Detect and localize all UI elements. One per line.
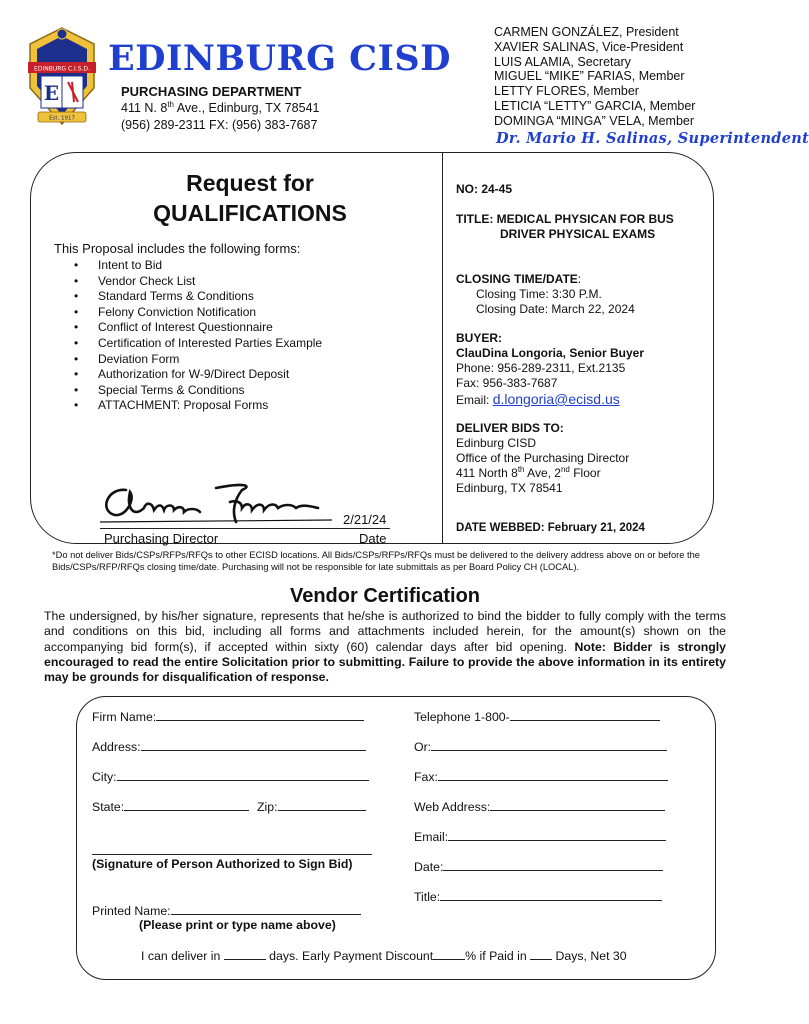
buyer-email-link[interactable]: d.longoria@ecisd.us xyxy=(492,391,620,407)
svg-text:E: E xyxy=(43,81,60,105)
superintendent-name: Dr. Mario H. Salinas, Superintendent xyxy=(496,130,809,147)
district-crest-logo xyxy=(24,26,100,130)
telephone-label: Telephone 1-800- xyxy=(414,710,510,724)
board-member: DOMINGA “MINGA” VELA, Member xyxy=(494,113,695,128)
rfq-title-label-line2: DRIVER PHYSICAL EXAMS xyxy=(500,227,656,241)
zip-blank[interactable] xyxy=(278,798,366,811)
date-label: Date: xyxy=(414,860,444,874)
list-item: • Intent to Bid xyxy=(74,258,322,274)
certification-text: The undersigned, by his/her signature, represents that he/she is authorized to bind the bidder to fully comply with the terms and conditions on this bid, including all forms and attachments included herein, for the amount(s) shown on the accompanying bid form(s), if accepted within sixty (60) calendar days after bid opening. xyxy=(44,609,726,654)
deliver-address-line: Edinburg, TX 78541 xyxy=(456,481,563,495)
closing-label xyxy=(456,272,581,286)
signature-date: 2/21/24 xyxy=(343,512,387,527)
list-item: • ATTACHMENT: Proposal Forms xyxy=(74,398,322,414)
deliver-sup: th xyxy=(517,465,525,474)
delivery-disclaimer: *Do not deliver Bids/CSPs/RFPs/RFQs to other ECISD locations. All Bids/CSPs/RFPs/RFQs must be delivered to the delivery address above on or before the Bids/CSPs/RFP/RFQs closing time/date. Purchasing will not be responsible for late submittals as per Board Policy CH (LOCAL). xyxy=(52,550,700,573)
certification-note: Note: Bidder is strongly encouraged to read the entire Solicitation prior to submitting. Failure to provide the above information in its entirety may be grounds for disqualification of response. xyxy=(44,639,726,685)
deliver-sup: nd xyxy=(560,465,570,474)
buyer-email-label: Email: xyxy=(456,393,493,407)
web-address-field[interactable] xyxy=(414,798,665,814)
board-members-list xyxy=(494,25,695,129)
closing-label-text: CLOSING TIME/DATE xyxy=(456,272,578,286)
email-field[interactable] xyxy=(414,828,666,844)
purchasing-address xyxy=(121,101,319,115)
district-name: EDINBURG CISD xyxy=(108,38,452,79)
purchasing-director-signature xyxy=(96,478,336,528)
city-field[interactable] xyxy=(92,768,369,784)
rfq-title-line2: QUALIFICATIONS xyxy=(153,200,347,226)
board-member: LETTY FLORES, Member xyxy=(494,84,639,99)
board-member: LETICIA “LETTY” GARCIA, Member xyxy=(494,98,696,113)
paid-in-text: % if Paid in xyxy=(465,949,531,963)
address-field[interactable] xyxy=(92,738,366,754)
rfq-title-label xyxy=(456,212,674,242)
web-address-blank[interactable] xyxy=(490,798,665,811)
printed-name-field[interactable] xyxy=(92,902,361,918)
deliver-bids-label: DELIVER BIDS TO: xyxy=(456,421,564,435)
signature-role: Purchasing Director xyxy=(104,531,219,546)
forms-intro: This Proposal includes the following forms: xyxy=(54,241,301,256)
list-item: • Standard Terms & Conditions xyxy=(74,289,322,305)
closing-time: Closing Time: 3:30 P.M. xyxy=(476,287,602,301)
printed-name-blank[interactable] xyxy=(171,902,361,915)
list-item: • Certification of Interested Parties Example xyxy=(74,336,322,352)
discount-percent-blank[interactable] xyxy=(433,947,465,960)
paid-days-blank[interactable] xyxy=(530,947,552,960)
deliver-address-line xyxy=(456,466,601,480)
firm-name-blank[interactable] xyxy=(156,708,364,721)
closing-label-colon: : xyxy=(577,272,582,286)
alt-phone-label: Or: xyxy=(414,740,432,754)
address-city: Ave., Edinburg, TX 78541 xyxy=(174,101,320,115)
fax-field[interactable] xyxy=(414,768,668,784)
board-member: LUIS ALAMIA, Secretary xyxy=(494,54,631,69)
city-label: City: xyxy=(92,770,117,784)
closing-date: Closing Date: March 22, 2024 xyxy=(476,302,635,316)
alt-phone-blank[interactable] xyxy=(431,738,667,751)
email-blank[interactable] xyxy=(448,828,666,841)
delivery-days-blank[interactable] xyxy=(224,947,266,960)
date-webbed: DATE WEBBED: February 21, 2024 xyxy=(456,522,645,534)
box-divider xyxy=(442,153,443,543)
rfq-title xyxy=(100,168,400,228)
list-item: • Vendor Check List xyxy=(74,274,322,290)
title-field[interactable] xyxy=(414,888,662,904)
discount-text: days. Early Payment Discount xyxy=(265,949,434,963)
fax-blank[interactable] xyxy=(438,768,668,781)
printed-name-hint: (Please print or type name above) xyxy=(139,918,336,932)
list-item: • Authorization for W-9/Direct Deposit xyxy=(74,367,322,383)
state-blank[interactable] xyxy=(124,798,249,811)
authorized-signature-label: (Signature of Person Authorized to Sign Bid) xyxy=(92,857,353,871)
svg-text:EDINBURG C.I.S.D.: EDINBURG C.I.S.D. xyxy=(34,65,90,73)
zip-label: Zip: xyxy=(257,800,278,814)
firm-name-label: Firm Name: xyxy=(92,710,157,724)
board-member: CARMEN GONZÁLEZ, President xyxy=(494,25,679,39)
city-blank[interactable] xyxy=(117,768,369,781)
board-member: MIGUEL “MIKE” FARIAS, Member xyxy=(494,69,685,84)
buyer-name: ClauDina Longoria, Senior Buyer xyxy=(456,346,645,360)
telephone-blank[interactable] xyxy=(510,708,660,721)
signature-date-label: Date xyxy=(359,531,387,546)
signature-line xyxy=(100,528,390,529)
state-label: State: xyxy=(92,800,125,814)
address-street: 411 N. 8 xyxy=(121,101,168,115)
title-label: Title: xyxy=(414,890,441,904)
telephone-field[interactable] xyxy=(414,708,660,724)
alt-phone-field[interactable] xyxy=(414,738,667,754)
address-label: Address: xyxy=(92,740,141,754)
web-address-label: Web Address: xyxy=(414,800,491,814)
list-item: • Special Terms & Conditions xyxy=(74,383,322,399)
board-member: XAVIER SALINAS, Vice-President xyxy=(494,39,684,54)
title-blank[interactable] xyxy=(440,888,662,901)
rfq-number: NO: 24-45 xyxy=(456,182,513,196)
purchasing-department-label: PURCHASING DEPARTMENT xyxy=(121,84,302,99)
purchasing-phone-fax: (956) 289-2311 FX: (956) 383-7687 xyxy=(121,118,318,132)
rfq-title-line1: Request for xyxy=(186,170,314,196)
deliver-address-line: Edinburg CISD xyxy=(456,436,537,450)
deliver-street: 411 North 8 xyxy=(456,466,518,480)
deliver-floor: Floor xyxy=(569,466,601,480)
list-item: • Deviation Form xyxy=(74,352,322,368)
buyer-email xyxy=(456,391,620,407)
rfq-title-label-line1: TITLE: MEDICAL PHYSICAN FOR BUS xyxy=(456,212,674,226)
fax-label: Fax: xyxy=(414,770,438,784)
svg-text:Est. 1917: Est. 1917 xyxy=(49,115,75,122)
printed-name-label: Printed Name: xyxy=(92,904,171,918)
date-blank[interactable] xyxy=(443,858,663,871)
firm-name-field[interactable] xyxy=(92,708,364,724)
email-label: Email: xyxy=(414,830,449,844)
deliver-address-line: Office of the Purchasing Director xyxy=(456,451,630,465)
address-blank[interactable] xyxy=(141,738,366,751)
forms-list xyxy=(74,258,322,414)
delivery-terms-line xyxy=(141,947,627,963)
list-item: • Conflict of Interest Questionnaire xyxy=(74,320,322,336)
deliver-ave: Ave, 2 xyxy=(524,466,561,480)
list-item: • Felony Conviction Notification xyxy=(74,305,322,321)
net-terms-text: Days, Net 30 xyxy=(552,949,627,963)
vendor-certification-body xyxy=(44,609,726,685)
authorized-signature-line[interactable] xyxy=(92,854,372,855)
vendor-certification-title: Vendor Certification xyxy=(289,585,481,607)
date-field[interactable] xyxy=(414,858,663,874)
address-sup: th xyxy=(167,99,174,109)
state-field[interactable] xyxy=(92,798,249,814)
zip-field[interactable] xyxy=(257,798,366,814)
buyer-phone: Phone: 956-289-2311, Ext.2135 xyxy=(456,361,626,375)
buyer-fax: Fax: 956-383-7687 xyxy=(456,376,558,390)
delivery-text: I can deliver in xyxy=(141,949,224,963)
buyer-label: BUYER: xyxy=(456,331,503,345)
